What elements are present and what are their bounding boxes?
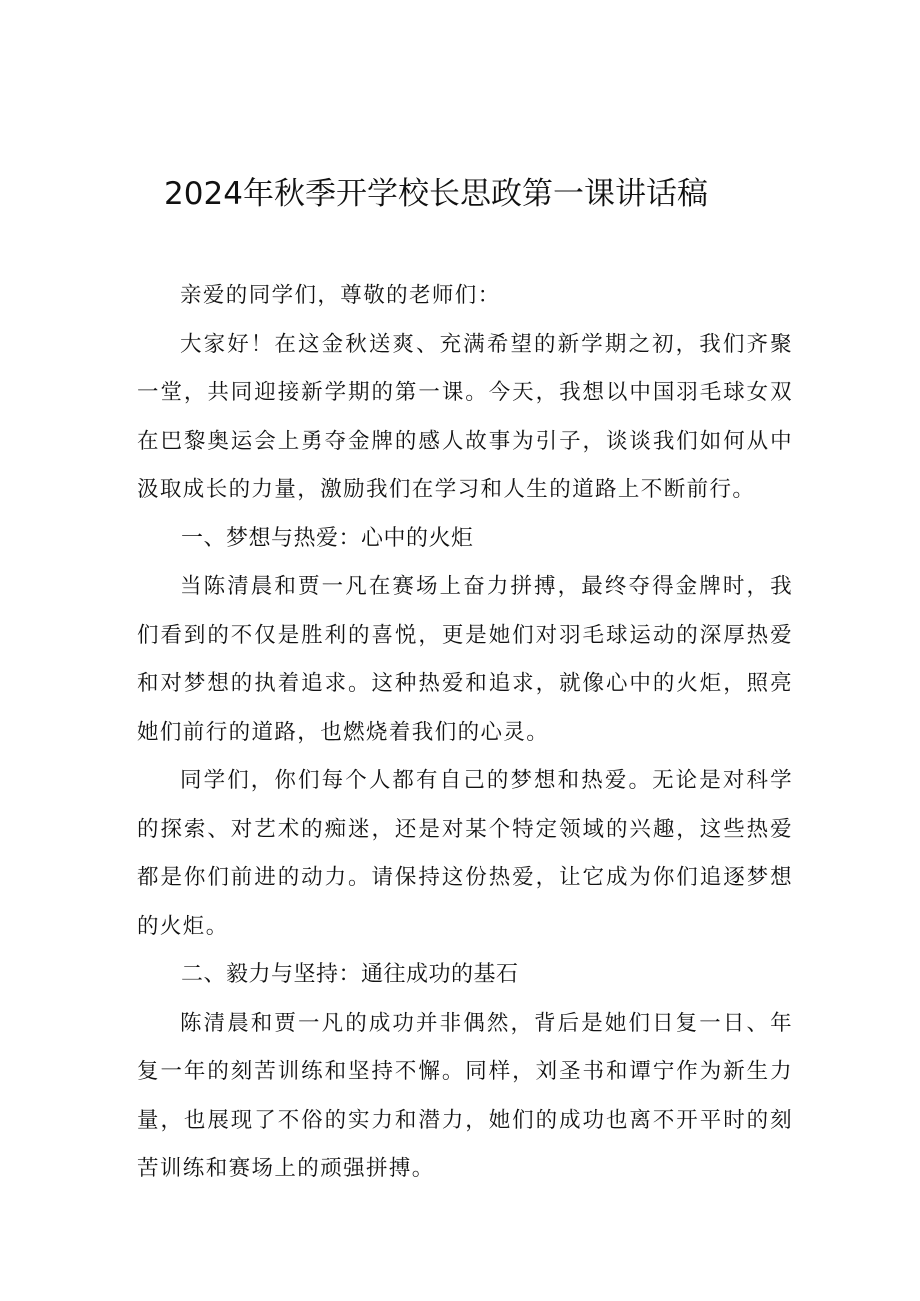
dreams-paragraph-1: 当陈清晨和贾一凡在赛场上奋力拼搏，最终夺得金牌时，我们看到的不仅是胜利的喜悦，更是她们对羽毛球运动的深厚热爱和对梦想的执着追求。这种热爱和追求，就像心中的火炬，照亮她们前行的道路，也燃烧着我们的心灵。 [137, 574, 793, 745]
greeting-paragraph: 亲爱的同学们，尊敬的老师们： [180, 283, 501, 308]
document-title: 2024年秋季开学校长思政第一课讲话稿 [164, 176, 708, 212]
section-heading-perseverance: 二、毅力与坚持：通往成功的基石 [181, 962, 519, 987]
document-body [137, 272, 793, 1194]
intro-paragraph: 大家好！在这金秋送爽、充满希望的新学期之初，我们齐聚一堂，共同迎接新学期的第一课。今天，我想以中国羽毛球女双在巴黎奥运会上勇夺金牌的感人故事为引子，谈谈我们如何从中汲取成长的力量，激励我们在学习和人生的道路上不断前行。 [137, 331, 793, 502]
dreams-paragraph-2: 同学们，你们每个人都有自己的梦想和热爱。无论是对科学的探索、对艺术的痴迷，还是对某个特定领域的兴趣，这些热爱都是你们前进的动力。请保持这份热爱，让它成为你们追逐梦想的火炬。 [137, 768, 793, 939]
perseverance-paragraph: 陈清晨和贾一凡的成功并非偶然，背后是她们日复一日、年复一年的刻苦训练和坚持不懈。同样，刘圣书和谭宁作为新生力量，也展现了不俗的实力和潜力，她们的成功也离不开平时的刻苦训练和赛场上的顽强拼搏。 [137, 1010, 793, 1181]
section-heading-dreams: 一、梦想与热爱：心中的火炬 [181, 525, 474, 551]
